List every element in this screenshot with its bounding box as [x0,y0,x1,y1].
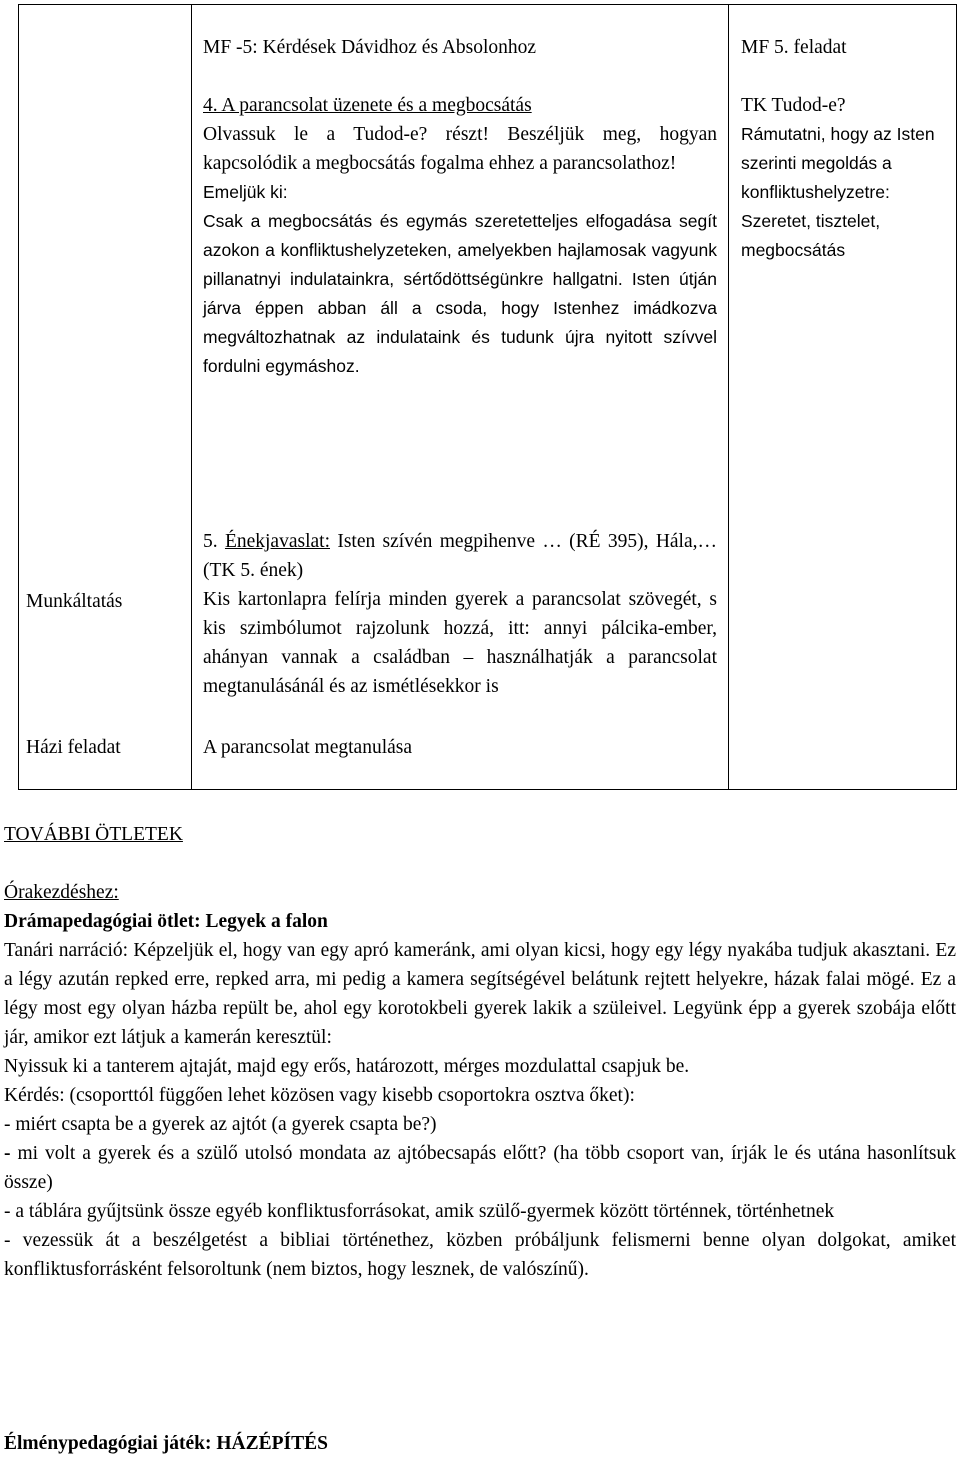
bullet-2-dash: - [4,1143,11,1164]
row2-main-cell [203,527,717,701]
further-section [4,820,956,1284]
song-text: Isten szívén megpihenve … (RÉ 395), Hála,…(TK 5. ének) [203,531,717,581]
further-subheading: Órakezdéshez: [4,882,119,903]
bullet-3: - a táblára gyűjtsünk össze egyéb konfliktusforrásokat, amik szülő-gyermek között történnek, történhetnek [4,1201,835,1222]
drama-title: Drámapedagógiai ötlet: Legyek a falon [4,911,328,932]
hazi-feladat-text: A parancsolat megtanulása [203,737,413,758]
row1-main-cell [203,33,717,381]
door-text: Nyissuk ki a tanterem ajtaját, majd egy erős, határozott, mérges mozdulattal csapjuk be. [4,1056,690,1077]
hazi-feladat-label: Házi feladat [26,737,121,758]
row1-para1: Olvassuk le a Tudod-e? részt! Beszéljük meg, hogyan kapcsolódik a megbocsátás fogalma ehhez a parancsolathoz! [203,124,717,174]
bullet-2-text: mi volt a gyerek és a szülő utolsó mondata az ajtóbecsapás előtt? (ha több csoport van, írják le és utána hasonlítsuk össze) [4,1143,956,1193]
bullet-4: - vezessük át a beszélgetést a bibliai történethez, közben próbáljunk felismerni benne olyan dolgokat, amiket konfliktusforrásként felsoroltunk (nem biztos, hogy lesznek, de valószínű). [4,1230,956,1280]
row1-para2: Csak a megbocsátás és egymás szeretetteljes elfogadása segít azokon a konfliktushelyzeteken, amelyekben hajlamosak vagyunk pillanatnyi indulatainkra, sértődöttségünkre hallgatni. Isten útján járva éppen abban áll a csoda, hogy Istenhez imádkozva megváltozhatnak az indulataink és tudunk újra nyitott szívvel fordulni egymáshoz. [203,211,717,376]
emeljuk-label: Emeljük ki: [203,182,288,202]
song-label: Énekjavaslat: [224,531,330,552]
question-text: Kérdés: (csoporttól függően lehet közösen vagy kisebb csoportokra osztva őket): [4,1085,635,1106]
game-title: Élménypedagógiai játék: HÁZÉPÍTÉS [4,1433,328,1454]
bullet-1: - miért csapta be a gyerek az ajtót (a gyerek csapta be?) [4,1114,437,1135]
row1-heading: MF -5: Kérdések Dávidhoz és Absolonhoz [203,37,537,58]
side-note: Rámutatni, hogy az Isten szerinti megoldás a konfliktushelyzetre: Szeretet, tisztelet, megbocsátás [741,124,935,260]
game-title-block [4,1429,328,1458]
song-prefix: 5. [203,531,218,552]
side-tk: TK Tudod-e? [741,95,846,116]
row3-main-cell [203,733,717,762]
side-mf: MF 5. feladat [741,37,847,58]
row1-side-cell [741,33,951,265]
narration-text: Tanári narráció: Képzeljük el, hogy van egy apró kameránk, ami olyan kicsi, hogy egy légy nyakába tudjuk akasztani. Ez a légy azután repked erre, repked arra, mi pedig a kamera segítségével belátunk rejtett helyekre, házak falai mögé. Ez a légy most egy olyan házba repült be, ahol egy korotokbeli gyerek lakik a szüleivel. Legyünk épp a gyerek szobája előtt jár, amikor ezt látjuk a kamerán keresztül: [4,940,956,1048]
row3-label [26,733,121,762]
task-text: Kis kartonlapra felírja minden gyerek a parancsolat szövegét, s kis szimbólumot rajzolunk hozzá, itt: annyi pálcika-ember, ahányan vannak a családban – használhatják a parancsolat megtanulásánál és az ismétlésekkor is [203,589,717,697]
section-title: 4. A parancsolat üzenete és a megbocsátás [203,95,532,116]
song-line [203,527,717,585]
further-heading: TOVÁBBI ÖTLETEK [4,824,183,845]
munkaltatas-label: Munkáltatás [26,591,123,612]
bullet-2 [4,1139,956,1197]
row2-label [26,587,122,616]
